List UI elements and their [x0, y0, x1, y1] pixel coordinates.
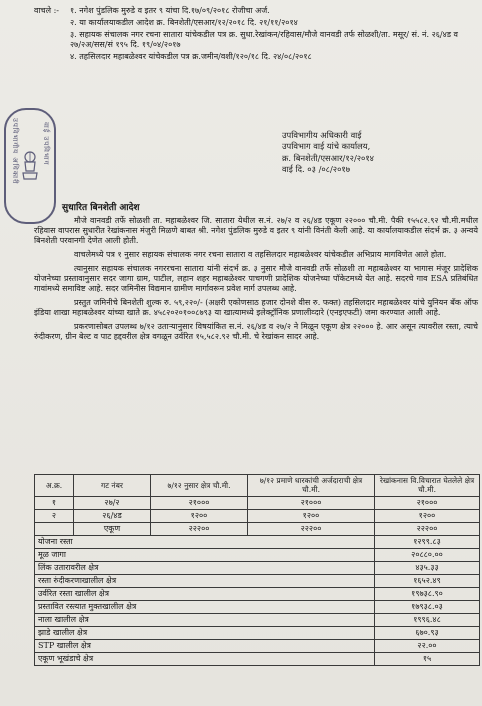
- table-header: रेखांकनास वि.विचारात घेतलेले क्षेत्र चौ.मी.: [375, 475, 480, 497]
- table-cell: १२००: [248, 509, 375, 522]
- body-paragraph: त्यानुसार सहायक संचालक नगररचना सातारा यांनी संदर्भ क्र. ३ नुसार मौजे वानवडी तर्फे सोळशी ता महाबळेश्वर या भागास मंजूर प्रादेशिक योजनेच्या प्रस्तावानुसार सदर जागा ग्राम, पाटील, लहान शहर महाबळेश्वर पाचगणी प्रादेशिक योजनेच्या पॉकेटमध्ये येत आहे. सदरचे गाव ESA प्रतिबंधित गावांमध्ये समाविष्ट आहे. सदर जमिनीस विद्यमान ग्रामीण मार्गावरून प्रवेश मार्ग उपलब्ध आहे.: [34, 264, 478, 293]
- references-label: वाचले :-: [34, 6, 59, 15]
- summary-label: प्रस्तावित रस्त्यात मुक्तखालील क्षेत्र: [35, 600, 375, 613]
- table-cell: २१०००: [151, 496, 248, 509]
- references-section: [34, 6, 478, 62]
- table-cell: १२००: [375, 509, 480, 522]
- summary-row: [35, 587, 480, 600]
- summary-row: [35, 535, 480, 548]
- ashoka-emblem-icon: [18, 149, 42, 183]
- office-name: उपविभाग वाई यांचे कार्यालय,: [282, 141, 371, 152]
- table-cell: २: [35, 509, 74, 522]
- table-row: [35, 509, 480, 522]
- table-header: गट नंबर: [74, 475, 151, 497]
- summary-value: १७९३८.०३: [375, 600, 480, 613]
- reference-item: २. या कार्यालयाकडील आदेश क्र. बिनशेती/एसआर/१२/२०१८ दि. २१/११/२०१४: [70, 18, 298, 27]
- table-cell: १२००: [151, 509, 248, 522]
- table-cell: [35, 522, 74, 535]
- summary-value: २२.००: [375, 639, 480, 652]
- body-paragraph: मौजे वानवडी तर्फे सोळशी ता. महाबळेश्वर जि. सातारा येथील स.नं. २७/२ व २६/४ड एकूण २२००० चौ.मी. पैकी १५५८२.९२ चौ.मी.मधील रहिवास वापरास सुधारीत रेखांकनास मंजुरी मिळणे बाबत श्री. नगेश पुंडलिक मुरुडे व इतर ९ यांनी विनंती केली आहे. या कार्यालयाकडील संदर्भ क्र. ३ अन्वये बिनशेती परवानगी देणेत आली होती.: [34, 216, 478, 245]
- table-cell: २२२००: [151, 522, 248, 535]
- table-cell: २१०००: [248, 496, 375, 509]
- body-paragraph: प्रस्तुत जमिनीचे बिनशेती शुल्क रु. ५९,२२०/- (अक्षरी एकोणसाठ हजार दोनशे वीस रु. फक्त) तहसिलदार महाबळेश्वर यांचे युनियन बँक ऑफ इंडिया शाखा महाबळेश्वर यांच्या खाते क्र. ४५८२०२०१००८७९३ या खात्यामध्ये इलेक्ट्रॉनिक प्रणालीव्दारे (एनइएफटी) जमा करण्यात आली आहे.: [34, 298, 478, 317]
- summary-value: १२९९.८३: [375, 535, 480, 548]
- table-cell: २२२००: [248, 522, 375, 535]
- summary-row: [35, 574, 480, 587]
- table-cell: २२२००: [375, 522, 480, 535]
- table-header: ७/१२ नुसार क्षेत्र चौ.मी.: [151, 475, 248, 497]
- table-cell: २६/४ड: [74, 509, 151, 522]
- summary-value: १६५२.४९: [375, 574, 480, 587]
- reference-item: ३. सहायक संचालक नगर रचना सातारा यांचेकडील पत्र क्र. सुधा.रेखांकन/रहिवास/मौजे वानवडी तर्फ सोळशी/ता. मसूर/ सं. नं. २६/४ड व २७/२अ/सस/सं १९५ दि. १९/०४/२०१७: [70, 30, 459, 49]
- summary-row: [35, 548, 480, 561]
- order-number: क्र. बिनशेती/एसआर/१२/२०१४: [282, 152, 375, 163]
- table-cell: २७/२: [74, 496, 151, 509]
- summary-label: झाडे खालील क्षेत्र: [35, 626, 375, 639]
- office-designation: उपविभागीय अधिकारी वाई: [282, 130, 362, 140]
- table-total-row: [35, 522, 480, 535]
- office-address-block: [282, 130, 478, 175]
- table-row: [35, 496, 480, 509]
- summary-row: [35, 639, 480, 652]
- summary-label: मूळ जागा: [35, 548, 375, 561]
- table-header-row: [35, 475, 480, 497]
- table-header: अ.क्र.: [35, 475, 74, 497]
- summary-row: [35, 626, 480, 639]
- summary-row: [35, 613, 480, 626]
- seal-ring-text: उपविभागीय अधिकारी: [10, 118, 19, 185]
- reference-item: ४. तहसिलदार महाबळेश्वर यांचेकडील पत्र क्र.जमीन/वशी/१२०/१८ दि. २४/०८/२०१८: [70, 52, 312, 61]
- summary-label: नाला खालील क्षेत्र: [35, 613, 375, 626]
- summary-value: १९९६.४८: [375, 613, 480, 626]
- order-date: वाई दि. ०३ /०८/२०१७: [282, 164, 351, 175]
- summary-row: [35, 561, 480, 574]
- body-paragraph: प्रकरणासोबत उपलब्ध ७/१२ उताऱ्यानुसार विषयांकित स.नं. २६/४ड व २७/२ ने मिळून एकूण क्षेत्र २२००० हे. आर असून त्यावरील रस्ता, त्याचे रुंदीकरण, ग्रीन बेल्ट व पाट हद्दवरील क्षेत्र वगळून उर्वरित १५,५८२.९२ चौ.मी. चे रेखांकन सादर आहे.: [34, 322, 478, 341]
- summary-label: STP खालील क्षेत्र: [35, 639, 375, 652]
- summary-label: उर्वरित रस्ता खालील क्षेत्र: [35, 587, 375, 600]
- table-cell: १: [35, 496, 74, 509]
- summary-row: [35, 652, 480, 665]
- order-body: [34, 216, 478, 346]
- summary-label: रस्ता रुंदीकरणाखालील क्षेत्र: [35, 574, 375, 587]
- summary-value: १५: [375, 652, 480, 665]
- official-seal-stamp: [4, 108, 56, 224]
- reference-item: १. नगेश पुंडलिक मुरुडे व इतर ९ यांचा दि.१७/०९/२०१८ रोजीचा अर्ज.: [70, 6, 270, 15]
- summary-label: एकूण भूखंडाचे क्षेत्र: [35, 652, 375, 665]
- summary-value: २०८८०.००: [375, 548, 480, 561]
- table-header: ७/१२ प्रमाणे धारकांची अर्जदाराची क्षेत्र चौ.मी.: [248, 475, 375, 497]
- table-cell: एकूण: [74, 522, 151, 535]
- order-heading: सुधारित बिनशेती आदेश: [62, 203, 140, 213]
- summary-label: योजना रस्ता: [35, 535, 375, 548]
- summary-row: [35, 600, 480, 613]
- table-cell: २१०००: [375, 496, 480, 509]
- seal-ring-text: वाई उपविभाग: [42, 122, 50, 166]
- summary-label: लिंक उतारावरील क्षेत्र: [35, 561, 375, 574]
- summary-value: ४३५.३३: [375, 561, 480, 574]
- summary-value: ६७०.९३: [375, 626, 480, 639]
- land-area-table: [34, 474, 480, 666]
- body-paragraph: वाचलेमध्ये पत्र १ नुसार सहायक संचालक नगर रचना सातारा व तहसिलदार महाबळेश्वर यांचेकडील अभिप्राय मागविणेत आले होता.: [74, 250, 447, 259]
- summary-value: १९७३८.९०: [375, 587, 480, 600]
